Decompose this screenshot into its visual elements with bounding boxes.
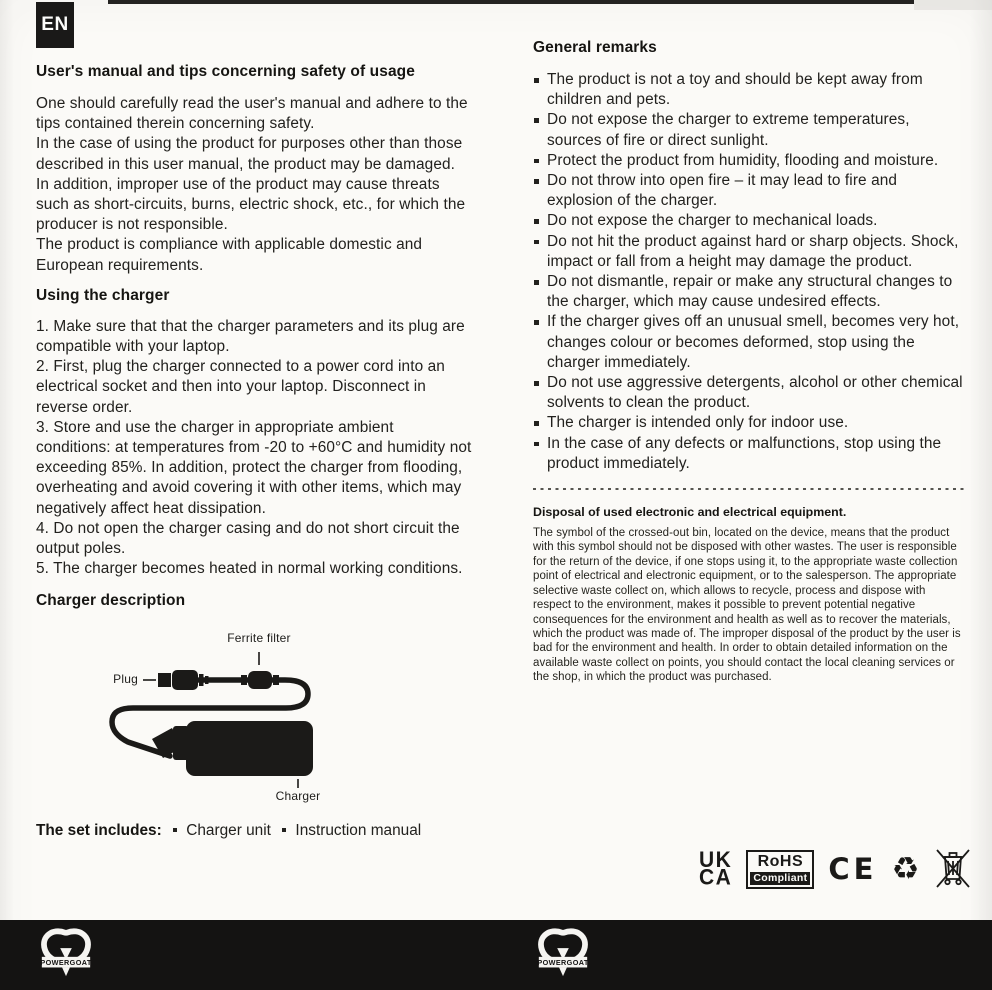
- left-column: [36, 60, 472, 840]
- usage-step: 4. Do not open the charger casing and do not short circuit the output poles.: [36, 519, 460, 558]
- ukca-line: CA: [699, 864, 733, 889]
- set-includes-label: The set includes:: [36, 822, 162, 840]
- right-column: [533, 36, 965, 685]
- usage-step: 1. Make sure that that the charger parameters and its plug are compatible with your laptop.: [36, 317, 465, 356]
- safety-bullet: Do not throw into open fire – it may lead to fire and explosion of the charger.: [533, 171, 965, 211]
- page-top-edge: [108, 0, 914, 4]
- heading-general-remarks: General remarks: [533, 39, 657, 56]
- square-bullet-icon: [173, 828, 178, 833]
- charger-diagram-drawing: [36, 627, 472, 813]
- intro-paragraph: In the case of using the product for purposes other than those described in this user manual, the product may be damaged. In addition, improper use of the product may cause threats such as short-circuits, burns, electric shock, etc., for which the producer is not responsible.: [36, 135, 466, 234]
- safety-bullet: Do not use aggressive detergents, alcohol or other chemical solvents to clean the product.: [533, 373, 965, 413]
- weee-bin-icon: [933, 846, 973, 892]
- recycle-icon: ♻: [891, 850, 920, 887]
- safety-bullet: The charger is intended only for indoor use.: [533, 413, 965, 433]
- rohs-compliant-label: Compliant: [750, 872, 810, 885]
- safety-bullet: Do not expose the charger to extreme temperatures, sources of fire or direct sunlight.: [533, 110, 965, 150]
- plug-body: [172, 670, 198, 690]
- dashed-separator: [533, 488, 965, 490]
- intro-paragraph: One should carefully read the user's manual and adhere to the tips contained therein concerning safety.: [36, 95, 468, 133]
- powergoat-wordmark: POWERGOAT: [40, 958, 92, 968]
- set-includes-line: [36, 822, 472, 840]
- powergoat-logo: [534, 926, 592, 978]
- plug-ridge: [199, 674, 204, 686]
- heading-using-charger: Using the charger: [36, 286, 170, 304]
- ce-mark: CE: [828, 852, 878, 886]
- intro-text: [36, 94, 472, 276]
- usage-steps: [36, 317, 472, 580]
- usage-step: 5. The charger becomes heated in normal working conditions.: [36, 560, 463, 578]
- charger-diagram: [36, 627, 472, 813]
- rohs-label: RoHS: [757, 852, 804, 870]
- safety-bullet: Do not expose the charger to mechanical loads.: [533, 211, 965, 231]
- safety-bullet: Do not dismantle, repair or make any structural changes to the charger, which may cause undesired effects.: [533, 272, 965, 312]
- scan-artifact: [914, 0, 992, 10]
- powergoat-wordmark: POWERGOAT: [537, 958, 589, 968]
- ukca-mark: [699, 847, 733, 889]
- disposal-text: The symbol of the crossed-out bin, located on the device, means that the product with this symbol should not be disposed with other wastes. The user is responsible for the return of the device, if one stops using it, to the appropriate waste collection point of electrical and electronic equipment, or to the salesperson. The appropriate selective waste collect on, which allows to recycle, process and dispose with respect to the environment, makes it possible to prevent potential negative consequences for the environment and health as well as to recover the materials, which the product was made of. The improper disposal of the product by the user is bad for the environment and health. In order to obtain detailed information on the available waste collect on points, you should contact the local cleaning services or the shop, in which the product was purchased.: [533, 527, 961, 684]
- safety-bullet: Do not hit the product against hard or sharp objects. Shock, impact or fall from a height may damage the product.: [533, 232, 965, 272]
- general-remarks-list: [533, 70, 965, 474]
- safety-bullet: The product is not a toy and should be kept away from children and pets.: [533, 70, 965, 110]
- footer-bar: [0, 920, 992, 990]
- plug-ridge: [205, 676, 209, 684]
- powergoat-logo: [37, 926, 95, 978]
- usage-step: 3. Store and use the charger in appropriate ambient conditions: at temperatures from -20 to +60°C and humidity not exceeding 85%. In addition, protect the charger from flooding, overheating and avoid covering it with other items, which may negatively affect heat dissipation.: [36, 418, 472, 517]
- set-includes-item: Charger unit: [186, 822, 271, 840]
- safety-bullet: In the case of any defects or malfunctions, stop using the product immediately.: [533, 434, 965, 474]
- heading-safety-usage: User's manual and tips concerning safety of usage: [36, 63, 415, 80]
- ferrite-ridge: [241, 675, 247, 685]
- ferrite-ridge: [273, 675, 279, 685]
- rohs-mark: [746, 850, 814, 889]
- ferrite-bead: [248, 671, 272, 689]
- conformity-marks: [699, 843, 973, 895]
- safety-bullet: If the charger gives off an unusual smell, becomes very hot, changes colour or becomes deformed, stop using the charger immediately.: [533, 312, 965, 373]
- heading-disposal: Disposal of used electronic and electrical equipment.: [533, 505, 847, 520]
- label-ferrite-filter: Ferrite filter: [227, 631, 291, 646]
- intro-paragraph: The product is compliance with applicable domestic and European requirements.: [36, 236, 423, 274]
- plug-tip: [158, 673, 171, 687]
- ukca-line: UK: [699, 847, 733, 872]
- label-charger: Charger: [275, 789, 321, 804]
- charger-brick: [186, 721, 313, 776]
- heading-charger-description: Charger description: [36, 592, 186, 610]
- usage-step: 2. First, plug the charger connected to a power cord into an electrical socket and then into your laptop. Disconnect in reverse order.: [36, 358, 445, 416]
- set-includes-item: Instruction manual: [295, 822, 422, 840]
- label-plug: Plug: [113, 672, 138, 687]
- square-bullet-icon: [282, 828, 287, 833]
- disposal-section: [533, 505, 965, 684]
- safety-bullet: Protect the product from humidity, flooding and moisture.: [533, 151, 965, 171]
- language-badge: EN: [36, 2, 74, 48]
